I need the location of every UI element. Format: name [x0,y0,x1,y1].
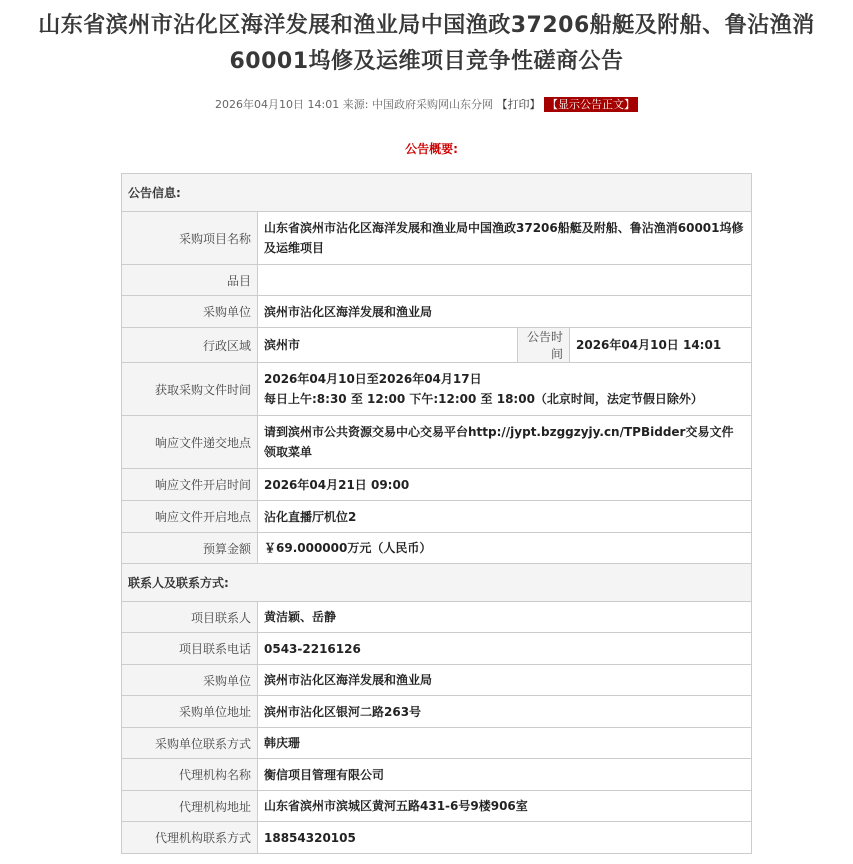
table-row [122,469,752,501]
row-label: 预算金额 [122,533,258,564]
table-row [122,296,752,328]
table-row [122,728,752,759]
row-label: 采购项目名称 [122,212,258,265]
contact-phone-value: 0543-2216126 [258,633,752,665]
row-label: 项目联系人 [122,602,258,633]
page-title [0,8,853,80]
row-label: 代理机构地址 [122,791,258,822]
row-label: 代理机构名称 [122,759,258,791]
region-value: 滨州市 [258,328,518,363]
item-value [258,265,752,296]
publish-time-value: 2026年04月10日 14:01 [570,328,752,363]
purchaser-contact-value: 韩庆珊 [258,728,752,759]
table-row [122,328,752,363]
table-row [122,416,752,469]
table-row [122,633,752,665]
source-name: 中国政府采购网山东分网 [371,98,493,111]
row-label: 品目 [122,265,258,296]
purchaser2-value: 滨州市沾化区海洋发展和渔业局 [258,665,752,696]
overview-label: 公告概要: [405,142,458,156]
table-row [122,265,752,296]
table-row [122,363,752,416]
row-label: 获取采购文件时间 [122,363,258,416]
row-label: 响应文件开启地点 [122,501,258,533]
row-label: 采购单位 [122,296,258,328]
table-row [122,822,752,854]
table-row [122,501,752,533]
show-notice-button[interactable]: 【显示公告正文】 [544,97,638,112]
agency-contact-value: 18854320105 [258,822,752,854]
agency-name-value: 衡信项目管理有限公司 [258,759,752,791]
table-row [122,791,752,822]
row-label: 采购单位地址 [122,696,258,728]
submit-place-value: 请到滨州市公共资源交易中心交易平台http://jypt.bzggzyjy.cn/TPBidder交易文件领取菜单 [258,416,752,469]
row-label: 采购单位 [122,665,258,696]
doc-time-hours: 每日上午:8:30 至 12:00 下午:12:00 至 18:00（北京时间，法定节假日除外） [264,392,703,406]
section-contact: 联系人及联系方式: [122,564,752,602]
section-announcement: 公告信息: [122,174,752,212]
open-place-value: 沾化直播厅机位2 [258,501,752,533]
row-label: 响应文件递交地点 [122,416,258,469]
title-line-2: 60001坞修及运维项目竞争性磋商公告 [229,49,624,74]
open-time-value: 2026年04月21日 09:00 [258,469,752,501]
contact-person-value: 黄洁颖、岳静 [258,602,752,633]
print-link[interactable]: 【打印】 [496,98,541,111]
row-label: 代理机构联系方式 [122,822,258,854]
table-row [122,533,752,564]
project-name-value: 山东省滨州市沾化区海洋发展和渔业局中国渔政37206船艇及附船、鲁沾渔消60001坞修及运维项目 [258,212,752,265]
doc-time-dates: 2026年04月10日至2026年04月17日 [264,372,482,386]
budget-value: ￥69.000000万元（人民币） [258,533,752,564]
purchaser-address-value: 滨州市沾化区银河二路263号 [258,696,752,728]
announcement-table [121,173,752,854]
publish-datetime: 2026年04月10日 14:01 [215,98,340,111]
meta-bar [0,97,853,113]
source-label: 来源: [342,98,369,111]
row-label: 项目联系电话 [122,633,258,665]
row-label: 行政区域 [122,328,258,363]
table-row [122,759,752,791]
table-row [122,696,752,728]
purchaser-value: 滨州市沾化区海洋发展和渔业局 [258,296,752,328]
doc-time-value [258,363,752,416]
agency-address-value: 山东省滨州市滨城区黄河五路431-6号9楼906室 [258,791,752,822]
table-row [122,212,752,265]
row-label: 采购单位联系方式 [122,728,258,759]
row-label: 公告时间 [518,328,570,363]
title-line-1: 山东省滨州市沾化区海洋发展和渔业局中国渔政37206船艇及附船、鲁沾渔消 [38,13,815,38]
row-label: 响应文件开启时间 [122,469,258,501]
table-row [122,602,752,633]
table-row [122,665,752,696]
